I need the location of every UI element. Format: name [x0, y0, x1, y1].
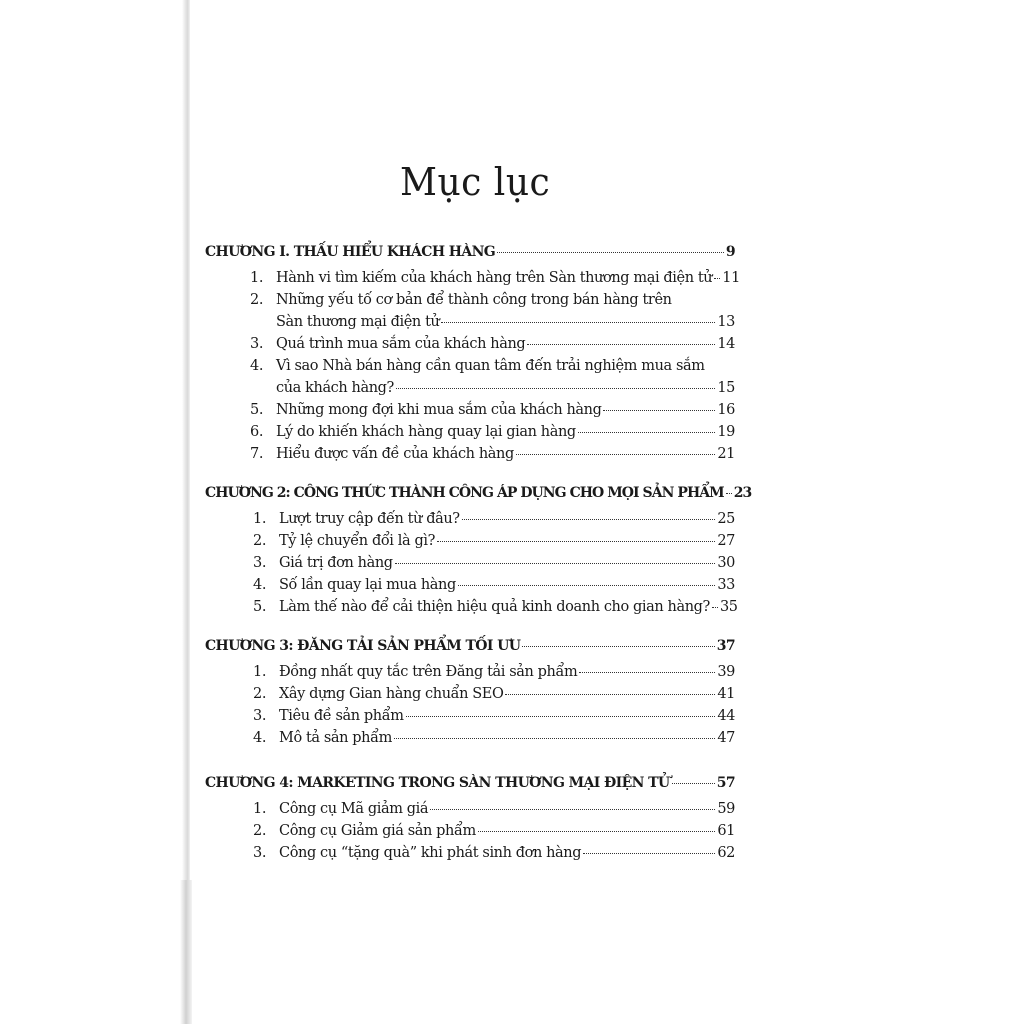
dot-leader	[603, 410, 715, 411]
dot-leader	[396, 388, 715, 389]
entry-title: Đồng nhất quy tắc trên Đăng tải sản phẩm	[279, 664, 578, 680]
chapter-page-number: 57	[716, 775, 735, 791]
entry-number: 2.	[250, 292, 264, 308]
chapter-page-number: 9	[725, 244, 735, 260]
entry-number: 4.	[253, 577, 267, 593]
entry-page-number: 39	[717, 664, 735, 680]
entry-title-line1: Vì sao Nhà bán hàng cần quan tâm đến trải nghiệm mua sắm	[276, 358, 705, 374]
entry-title: Quá trình mua sắm của khách hàng	[276, 336, 526, 352]
entry-number: 3.	[253, 555, 267, 571]
dot-leader	[578, 432, 716, 433]
chapter-2-section	[205, 485, 752, 618]
chapter-heading[interactable]	[205, 244, 735, 260]
entry-page-number: 11	[722, 270, 740, 286]
entry-title: Công cụ Mã giảm giá	[279, 801, 429, 817]
chapter-title: CHƯƠNG I. THẤU HIỂU KHÁCH HÀNG	[205, 244, 496, 260]
entry-page-number: 25	[717, 511, 735, 527]
toc-entry[interactable]	[250, 443, 735, 465]
toc-entry[interactable]	[253, 705, 735, 727]
entry-number: 1.	[253, 511, 267, 527]
entry-number: 1.	[250, 270, 264, 286]
dot-leader	[672, 783, 715, 784]
chapter-1-section	[205, 244, 740, 465]
entry-number: 3.	[253, 845, 267, 861]
entry-title: của khách hàng?	[276, 380, 394, 396]
entry-page-number: 15	[717, 380, 735, 396]
entry-number: 2.	[253, 686, 267, 702]
dot-leader	[505, 694, 715, 695]
entry-title: Lý do khiến khách hàng quay lại gian hàng	[276, 424, 576, 440]
entry-title: Lượt truy cập đến từ đâu?	[279, 511, 460, 527]
dot-leader	[726, 493, 732, 494]
entry-page-number: 44	[717, 708, 735, 724]
chapter-page-number: 23	[733, 485, 752, 501]
dot-leader	[441, 322, 715, 323]
chapter-title: CHƯƠNG 2: CÔNG THỨC THÀNH CÔNG ÁP DỤNG CHO MỌI SẢN PHẨM	[205, 485, 724, 501]
dot-leader	[458, 585, 716, 586]
chapter-title: CHƯƠNG 4: MARKETING TRONG SÀN THƯƠNG MẠI ĐIỆN TỬ	[205, 775, 670, 791]
entry-title: Làm thế nào để cải thiện hiệu quả kinh doanh cho gian hàng?	[279, 599, 710, 615]
page-fold-shadow	[182, 0, 190, 1024]
entry-page-number: 59	[717, 801, 735, 817]
entry-title-line1: Những yếu tố cơ bản để thành công trong bán hàng trên	[276, 292, 672, 308]
page-fold-shadow-lower	[180, 880, 192, 1024]
dot-leader	[712, 607, 718, 608]
entry-number: 6.	[250, 424, 264, 440]
dot-leader	[522, 646, 714, 647]
dot-leader	[406, 716, 716, 717]
entry-page-number: 13	[717, 314, 735, 330]
entry-number: 4.	[250, 358, 264, 374]
toc-entry[interactable]	[250, 289, 735, 333]
entry-title: Công cụ “tặng quà” khi phát sinh đơn hàng	[279, 845, 582, 861]
entry-number: 4.	[253, 730, 267, 746]
entry-title: Xây dựng Gian hàng chuẩn SEO	[279, 686, 504, 702]
dot-leader	[579, 672, 715, 673]
page-title: Mục lục	[400, 160, 551, 204]
entry-page-number: 62	[717, 845, 735, 861]
entry-page-number: 61	[717, 823, 735, 839]
entry-page-number: 27	[717, 533, 735, 549]
dot-leader	[527, 344, 715, 345]
entry-number: 7.	[250, 446, 264, 462]
dot-leader	[437, 541, 715, 542]
dot-leader	[583, 853, 715, 854]
toc-entry[interactable]	[253, 508, 735, 530]
toc-entry[interactable]	[253, 727, 735, 749]
toc-entry[interactable]	[253, 798, 735, 820]
toc-entry[interactable]	[250, 355, 735, 399]
dot-leader	[516, 454, 716, 455]
table-of-contents	[205, 244, 752, 864]
toc-entry[interactable]	[250, 333, 735, 355]
entry-number: 3.	[250, 336, 264, 352]
entry-number: 2.	[253, 533, 267, 549]
dot-leader	[462, 519, 716, 520]
toc-entry[interactable]	[250, 267, 740, 289]
chapter-4-section	[205, 775, 735, 864]
page-margin	[0, 0, 190, 1024]
entry-number: 3.	[253, 708, 267, 724]
entry-number: 2.	[253, 823, 267, 839]
entry-title: Sàn thương mại điện tử	[276, 314, 440, 330]
chapter-title: CHƯƠNG 3: ĐĂNG TẢI SẢN PHẨM TỐI ƯU	[205, 638, 521, 654]
entry-page-number: 16	[717, 402, 735, 418]
dot-leader	[714, 278, 720, 279]
dot-leader	[430, 809, 715, 810]
entry-number: 1.	[253, 801, 267, 817]
entry-page-number: 33	[717, 577, 735, 593]
dot-leader	[395, 563, 716, 564]
entry-title: Tỷ lệ chuyển đổi là gì?	[279, 533, 435, 549]
entry-title: Công cụ Giảm giá sản phẩm	[279, 823, 476, 839]
entry-title: Hành vi tìm kiếm của khách hàng trên Sàn thương mại điện tử	[276, 270, 713, 286]
dot-leader	[394, 738, 715, 739]
entry-number: 5.	[250, 402, 264, 418]
toc-entry[interactable]	[253, 820, 735, 842]
entry-page-number: 41	[717, 686, 735, 702]
toc-entry[interactable]	[253, 552, 735, 574]
entry-title: Hiểu được vấn đề của khách hàng	[276, 446, 514, 462]
entry-number: 1.	[253, 664, 267, 680]
toc-entry[interactable]	[253, 574, 735, 596]
toc-entry[interactable]	[250, 399, 735, 421]
entry-page-number: 30	[717, 555, 735, 571]
dot-leader	[478, 831, 716, 832]
entry-title: Tiêu đề sản phẩm	[279, 708, 404, 724]
entry-page-number: 21	[717, 446, 735, 462]
chapter-3-section	[205, 638, 735, 749]
entry-page-number: 19	[717, 424, 735, 440]
entry-title: Những mong đợi khi mua sắm của khách hàng	[276, 402, 602, 418]
entry-title: Số lần quay lại mua hàng	[279, 577, 456, 593]
entry-title: Mô tả sản phẩm	[279, 730, 392, 746]
entry-page-number: 35	[719, 599, 738, 615]
dot-leader	[497, 252, 724, 253]
toc-entry[interactable]	[250, 421, 735, 443]
toc-entry[interactable]	[253, 683, 735, 705]
entry-page-number: 14	[717, 336, 735, 352]
toc-entry[interactable]	[253, 661, 735, 683]
chapter-heading[interactable]	[205, 638, 735, 654]
entry-page-number: 47	[717, 730, 735, 746]
chapter-heading[interactable]	[205, 485, 752, 501]
entry-number: 5.	[253, 599, 267, 615]
toc-entry[interactable]	[253, 596, 738, 618]
entry-title: Giá trị đơn hàng	[279, 555, 393, 571]
chapter-heading[interactable]	[205, 775, 735, 791]
toc-entry[interactable]	[253, 842, 735, 864]
toc-entry[interactable]	[253, 530, 735, 552]
chapter-page-number: 37	[716, 638, 735, 654]
